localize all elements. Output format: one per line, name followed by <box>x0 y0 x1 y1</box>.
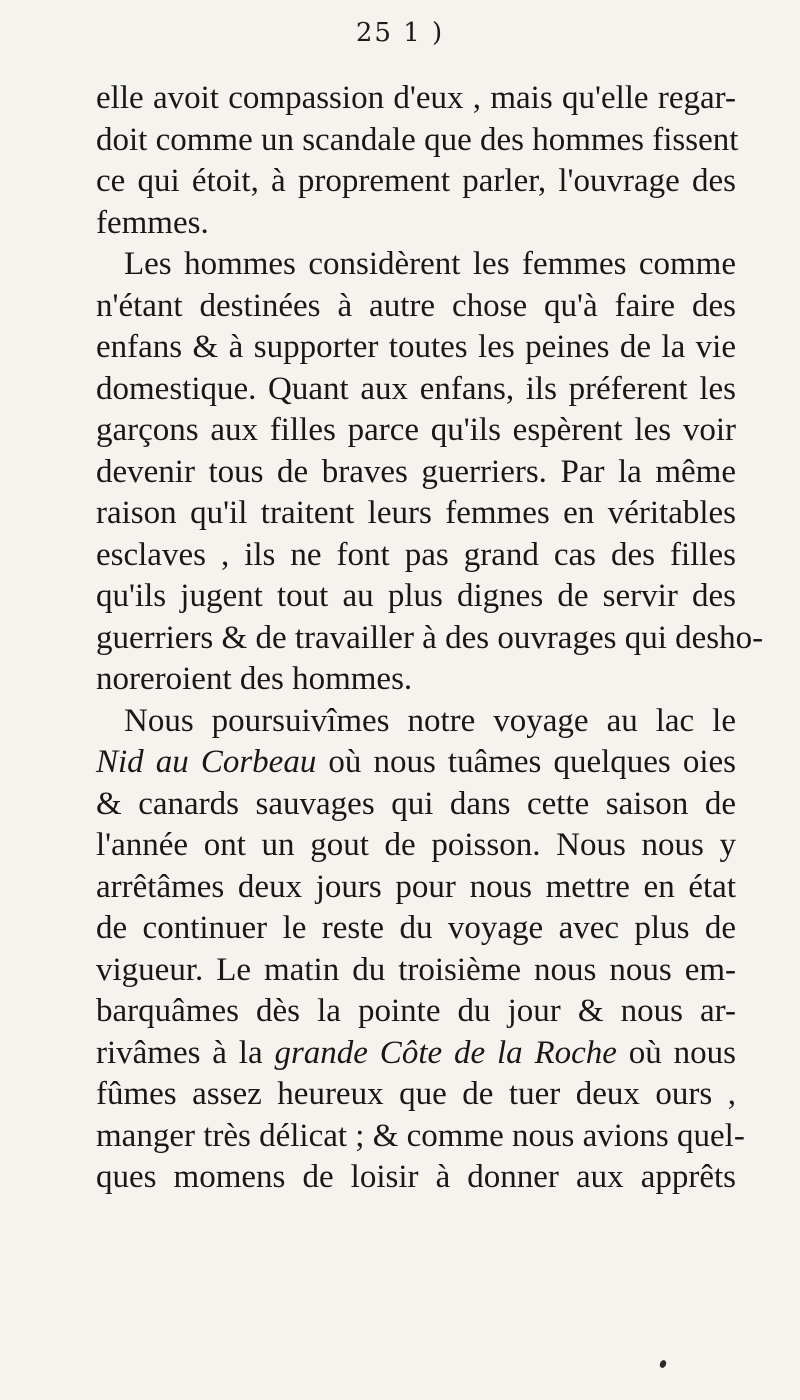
text-line: de continuer le reste du voyage avec plus de <box>96 910 736 946</box>
ink-mark <box>659 1359 668 1369</box>
text-line: fûmes assez heureux que de tuer deux ours , <box>96 1076 736 1112</box>
text-line: femmes. <box>96 204 209 241</box>
text-line: ce qui étoit, à proprement parler, l'ouvrage des <box>96 163 736 199</box>
text-line: domestique. Quant aux enfans, ils préferent les <box>96 370 736 407</box>
body-text <box>96 78 764 1199</box>
place-name-italic: grande Côte de la Roche <box>274 1034 617 1071</box>
text-line: devenir tous de braves guerriers. Par la même <box>96 453 736 490</box>
text-line: qu'ils jugent tout au plus dignes de servir des <box>96 578 736 614</box>
text-line: doit comme un scandale que des hommes fissent <box>96 121 739 158</box>
text-line: noreroient des hommes. <box>96 661 413 697</box>
line-remainder: où nous <box>616 1034 736 1071</box>
place-name-italic: Nid au Corbeau <box>96 744 317 780</box>
text-line-with-place-name <box>96 1033 736 1075</box>
text-line: l'année ont un gout de poisson. Nous nous y <box>96 827 736 863</box>
text-line: raison qu'il traitent leurs femmes en véritables <box>96 495 736 531</box>
text-line: enfans & à supporter toutes les peines de la vie <box>96 329 736 365</box>
paragraph-start-line: Les hommes considèrent les femmes comme <box>124 246 736 282</box>
text-line: garçons aux filles parce qu'ils espèrent les voir <box>96 412 736 448</box>
text-line: barquâmes dès la pointe du jour & nous ar- <box>96 993 736 1029</box>
text-line: esclaves , ils ne font pas grand cas des filles <box>96 536 736 573</box>
text-line: manger très délicat ; & comme nous avions quel- <box>96 1117 745 1154</box>
text-line: vigueur. Le matin du troisième nous nous em- <box>96 951 736 988</box>
text-line: arrêtâmes deux jours pour nous mettre en état <box>96 868 736 905</box>
text-line-with-place-name <box>96 742 736 784</box>
line-remainder: où nous tuâmes quelques oies <box>316 744 737 780</box>
text-line: elle avoit compassion d'eux , mais qu'elle regar- <box>96 80 736 116</box>
text-line: guerriers & de travailler à des ouvrages qui desho- <box>96 619 764 656</box>
line-prefix: rivâmes à la <box>96 1034 275 1071</box>
paragraph-start-line: Nous poursuivîmes notre voyage au lac le <box>124 702 736 739</box>
text-line: ques momens de loisir à donner aux apprêts <box>96 1159 736 1195</box>
text-line: & canards sauvages qui dans cette saison de <box>96 785 736 822</box>
page-number: 25 1 ) <box>355 18 445 48</box>
text-line: n'étant destinées à autre chose qu'à faire des <box>96 287 736 324</box>
